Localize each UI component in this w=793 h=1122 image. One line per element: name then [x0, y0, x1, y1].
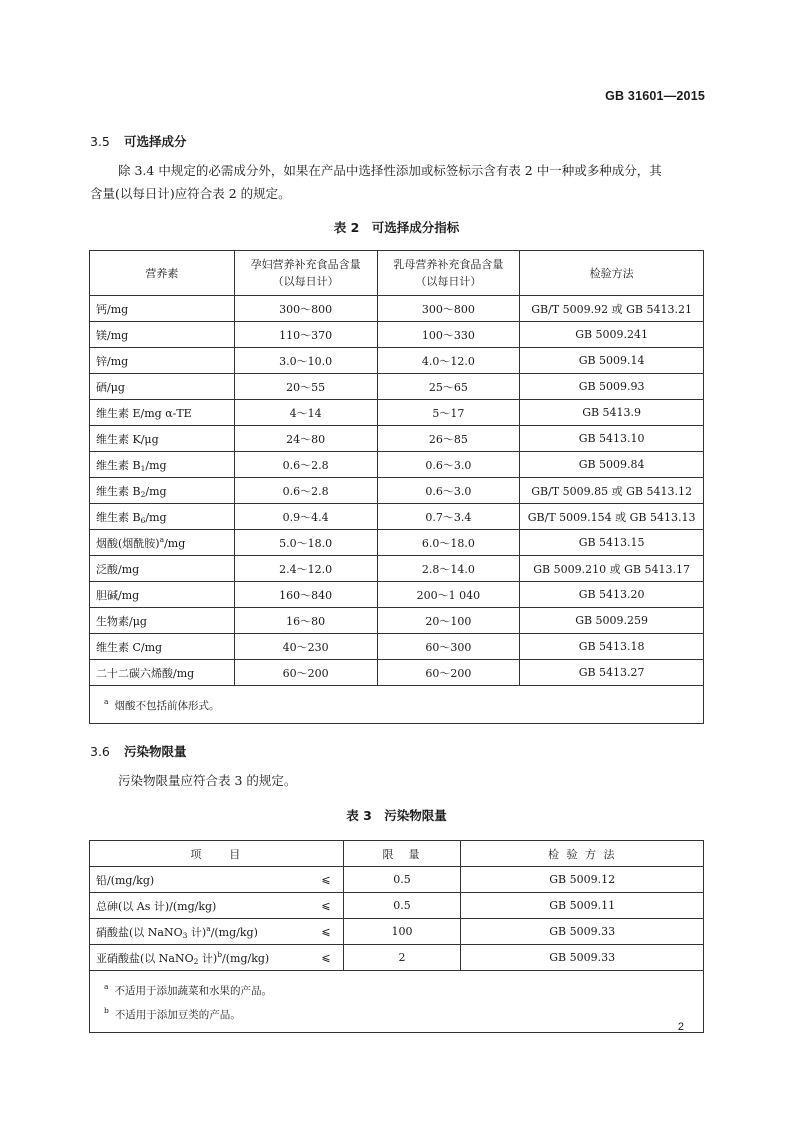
header-pregnant-line1: 孕妇营养补充食品含量: [250, 258, 361, 271]
section-3-5-heading: [90, 132, 187, 150]
cell-method: GB 5009.210 或 GB 5413.17: [520, 556, 704, 582]
standard-code: GB 31601—2015: [605, 89, 705, 103]
footnote-text: 不适用于添加蔬菜和水果的产品。: [114, 985, 272, 997]
cell-pregnant: 20～55: [234, 374, 377, 400]
cell-pregnant: 5.0～18.0: [234, 530, 377, 556]
cell-pregnant: 110～370: [234, 322, 377, 348]
cell-method: GB 5009.11: [461, 893, 704, 919]
cell-method: GB/T 5009.154 或 GB 5413.13: [520, 504, 704, 530]
table-row: [90, 348, 704, 374]
header-pregnant-line2: （以每日计）: [272, 275, 339, 288]
section-number: 3.5: [90, 134, 110, 149]
table-row: [90, 634, 704, 660]
cell-nutrient: [90, 530, 235, 556]
header-lactating-line2: （以每日计）: [415, 275, 482, 288]
item-subscript: 3: [182, 930, 188, 940]
table-row: [90, 867, 704, 893]
table-3-footnotes: [90, 971, 704, 1033]
cell-method: GB 5009.33: [461, 945, 704, 971]
table-row: [90, 426, 704, 452]
footnote-mark: b: [104, 1006, 109, 1015]
header-item: 项 目: [90, 841, 344, 867]
table-row: [90, 919, 704, 945]
cell-method: GB 5009.259: [520, 608, 704, 634]
table-row: [90, 374, 704, 400]
cell-limit: 0.5: [343, 893, 461, 919]
item-name-cont: 计): [187, 925, 207, 939]
cell-lactating: 26～85: [377, 426, 520, 452]
footnote-ref: a: [206, 923, 211, 933]
cell-lactating: 20～100: [377, 608, 520, 634]
footnote-mark: a: [104, 982, 109, 991]
cell-method: GB 5009.33: [461, 919, 704, 945]
table-row: [90, 478, 704, 504]
cell-method: GB/T 5009.85 或 GB 5413.12: [520, 478, 704, 504]
cell-pregnant: 300～800: [234, 296, 377, 322]
header-method: 检 验 方 法: [461, 841, 704, 867]
nutrient-name: 维生素 B: [96, 458, 141, 472]
cell-lactating: 0.6～3.0: [377, 452, 520, 478]
cell-lactating: 4.0～12.0: [377, 348, 520, 374]
nutrient-unit: /mg: [164, 536, 186, 550]
header-limit: 限 量: [343, 841, 461, 867]
nutrient-subscript: 1: [140, 463, 146, 473]
cell-lactating: 2.8～14.0: [377, 556, 520, 582]
cell-nutrient: 维生素 C/mg: [90, 634, 235, 660]
table-3: [89, 840, 704, 1033]
table-2-footnote-row: [90, 686, 704, 724]
cell-nutrient: 泛酸/mg: [90, 556, 235, 582]
cell-lactating: 60～200: [377, 660, 520, 686]
cell-pregnant: 0.9～4.4: [234, 504, 377, 530]
nutrient-unit: /mg: [145, 484, 167, 498]
cell-pregnant: 60～200: [234, 660, 377, 686]
cell-pregnant: 16～80: [234, 608, 377, 634]
nutrient-name: 维生素 B: [96, 484, 141, 498]
leq-symbol: ⩽: [289, 867, 343, 893]
table-2-footnote: [90, 686, 704, 724]
cell-nutrient: 钙/mg: [90, 296, 235, 322]
footnote: [104, 977, 703, 1001]
section-3-5-paragraph-line1: 除 3.4 中规定的必需成分外，如果在产品中选择性添加或标签标示含有表 2 中一种或多种成分，其: [118, 163, 662, 178]
footnote-ref: a: [159, 534, 165, 544]
footnote-mark: a: [104, 697, 109, 706]
table-row: [90, 400, 704, 426]
table-3-caption: 表 3 污染物限量: [346, 808, 447, 823]
section-title: 污染物限量: [124, 744, 187, 759]
nutrient-name: 烟酸(烟酰胺): [96, 536, 160, 550]
section-number: 3.6: [90, 744, 110, 759]
cell-pregnant: 24～80: [234, 426, 377, 452]
table-row: [90, 893, 704, 919]
cell-method: GB 5413.15: [520, 530, 704, 556]
cell-lactating: 100～330: [377, 322, 520, 348]
table-row: [90, 322, 704, 348]
header-pregnant: [234, 251, 377, 296]
table-2: [89, 250, 704, 724]
table-row: [90, 296, 704, 322]
footnote-text: 烟酸不包括前体形式。: [114, 700, 220, 712]
cell-item: [90, 945, 290, 971]
cell-lactating: 0.6～3.0: [377, 478, 520, 504]
cell-pregnant: 0.6～2.8: [234, 452, 377, 478]
nutrient-subscript: 2: [140, 489, 146, 499]
cell-pregnant: 2.4～12.0: [234, 556, 377, 582]
cell-nutrient: [90, 478, 235, 504]
cell-pregnant: 3.0～10.0: [234, 348, 377, 374]
table-row: [90, 945, 704, 971]
cell-method: GB 5009.12: [461, 867, 704, 893]
cell-limit: 100: [343, 919, 461, 945]
table-row: [90, 608, 704, 634]
item-subscript: 2: [193, 956, 199, 966]
cell-method: GB 5413.9: [520, 400, 704, 426]
table-row: [90, 530, 704, 556]
cell-lactating: 5～17: [377, 400, 520, 426]
footnote: [104, 1001, 703, 1025]
cell-nutrient: 镁/mg: [90, 322, 235, 348]
table-2-caption: 表 2 可选择成分指标: [333, 220, 460, 235]
table-row: [90, 452, 704, 478]
cell-nutrient: 生物素/μg: [90, 608, 235, 634]
section-3-6-heading: [90, 742, 187, 760]
cell-pregnant: 0.6～2.8: [234, 478, 377, 504]
cell-method: GB 5413.10: [520, 426, 704, 452]
cell-lactating: 6.0～18.0: [377, 530, 520, 556]
cell-pregnant: 40～230: [234, 634, 377, 660]
footnote-ref: b: [217, 949, 223, 959]
nutrient-unit: /mg: [145, 458, 167, 472]
table-row: [90, 556, 704, 582]
cell-item: [90, 919, 290, 945]
cell-nutrient: [90, 504, 235, 530]
table-3-header-row: [90, 841, 704, 867]
cell-lactating: 60～300: [377, 634, 520, 660]
cell-method: GB 5009.93: [520, 374, 704, 400]
item-unit: /(mg/kg): [222, 951, 270, 965]
cell-nutrient: 锌/mg: [90, 348, 235, 374]
item-name: 硝酸盐(以 NaNO: [96, 925, 183, 939]
leq-symbol: ⩽: [289, 893, 343, 919]
table-row: [90, 582, 704, 608]
nutrient-subscript: 6: [140, 515, 146, 525]
header-method: 检验方法: [520, 251, 704, 296]
table-2-header-row: [90, 251, 704, 296]
footnote-text: 不适用于添加豆类的产品。: [114, 1009, 241, 1021]
section-3-5-paragraph-line2: 含量(以每日计)应符合表 2 的规定。: [90, 186, 291, 201]
item-name-cont: 计): [198, 951, 218, 965]
leq-symbol: ⩽: [289, 945, 343, 971]
page-number: 2: [677, 1021, 684, 1033]
cell-method: GB 5009.14: [520, 348, 704, 374]
cell-method: GB 5413.18: [520, 634, 704, 660]
cell-lactating: 25～65: [377, 374, 520, 400]
cell-nutrient: [90, 452, 235, 478]
cell-item: 总砷(以 As 计)/(mg/kg): [90, 893, 290, 919]
nutrient-name: 维生素 B: [96, 510, 141, 524]
cell-lactating: 200～1 040: [377, 582, 520, 608]
cell-nutrient: 维生素 E/mg α-TE: [90, 400, 235, 426]
cell-nutrient: 维生素 K/μg: [90, 426, 235, 452]
section-3-6-paragraph: 污染物限量应符合表 3 的规定。: [118, 773, 297, 788]
nutrient-unit: /mg: [145, 510, 167, 524]
cell-lactating: 0.7～3.4: [377, 504, 520, 530]
cell-method: GB 5009.84: [520, 452, 704, 478]
header-lactating: [377, 251, 520, 296]
cell-nutrient: 胆碱/mg: [90, 582, 235, 608]
item-name: 亚硝酸盐(以 NaNO: [96, 951, 194, 965]
cell-lactating: 300～800: [377, 296, 520, 322]
item-unit: /(mg/kg): [210, 925, 258, 939]
header-lactating-line1: 乳母营养补充食品含量: [393, 258, 504, 271]
cell-item: 铅/(mg/kg): [90, 867, 290, 893]
table-3-footnote-row: [90, 971, 704, 1033]
section-title: 可选择成分: [124, 134, 187, 149]
header-nutrient: 营养素: [90, 251, 235, 296]
cell-nutrient: 硒/μg: [90, 374, 235, 400]
table-row: [90, 660, 704, 686]
cell-pregnant: 4～14: [234, 400, 377, 426]
cell-pregnant: 160～840: [234, 582, 377, 608]
cell-limit: 2: [343, 945, 461, 971]
table-row: [90, 504, 704, 530]
cell-method: GB 5413.20: [520, 582, 704, 608]
cell-limit: 0.5: [343, 867, 461, 893]
cell-nutrient: 二十二碳六烯酸/mg: [90, 660, 235, 686]
cell-method: GB 5413.27: [520, 660, 704, 686]
cell-method: GB 5009.241: [520, 322, 704, 348]
cell-method: GB/T 5009.92 或 GB 5413.21: [520, 296, 704, 322]
leq-symbol: ⩽: [289, 919, 343, 945]
